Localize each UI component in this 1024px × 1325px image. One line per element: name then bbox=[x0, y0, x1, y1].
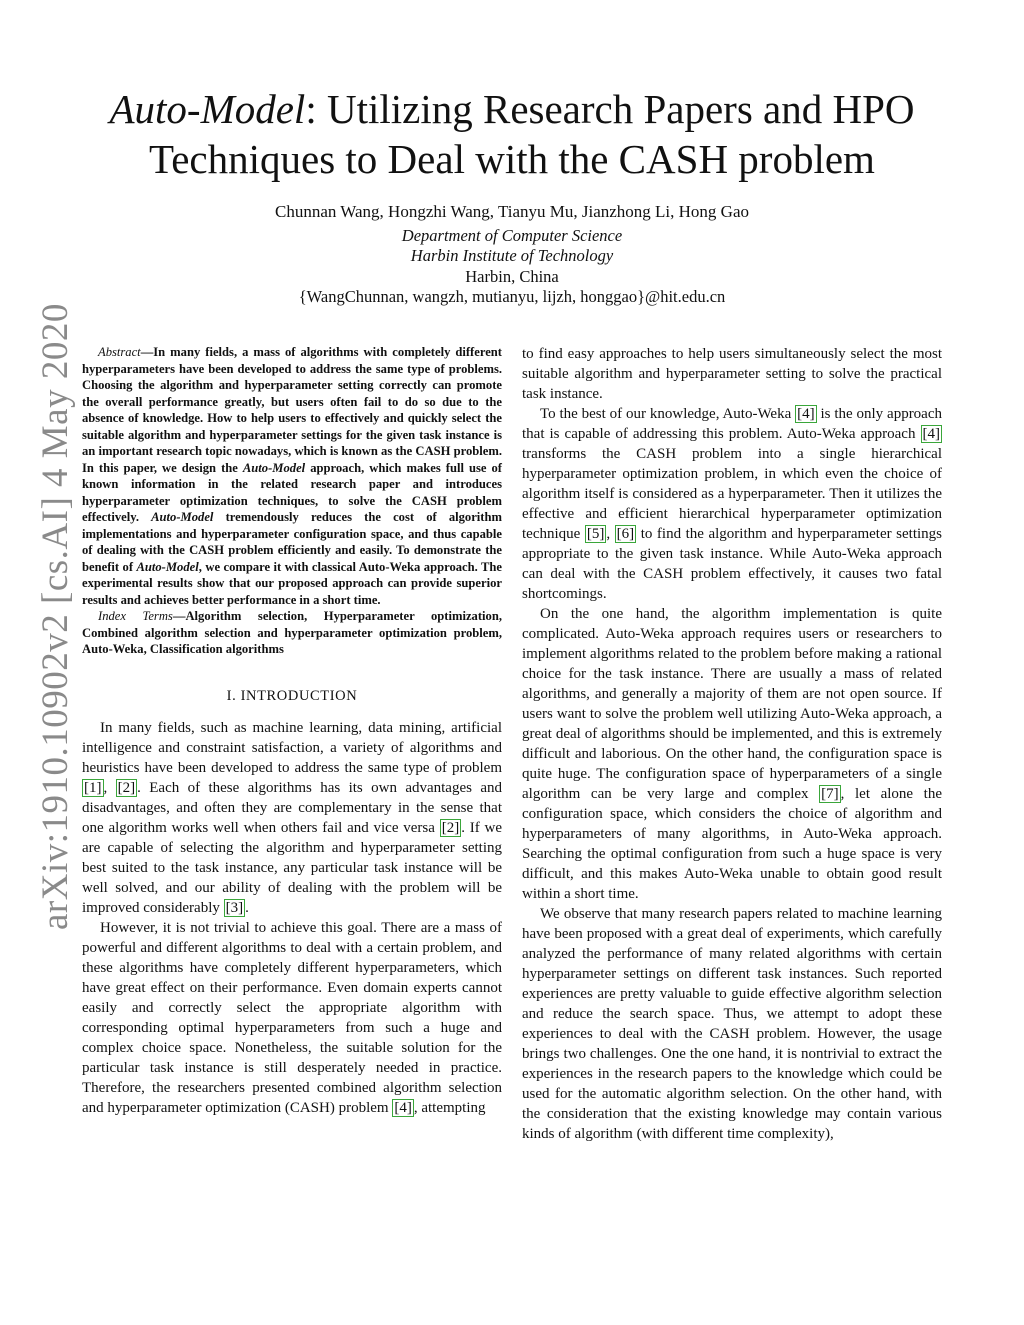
abstract-auto-model-3: Auto-Model bbox=[136, 559, 199, 574]
intro-paragraph-5: We observe that many research papers related to machine learning have been proposed with a great deal of experiments, which carefully analyzed the performance of many related algorithms with certain hyperparameter settings on different task instances. Such reported experiences are pretty valuable to guide effective algorithm selection and reduce the search space. Thus, we attempt to adopt these experiences to deal with the CASH problem. However, the usage brings two challenges. One the one hand, it is nontrivial to extract the experiences in the research papers to the knowledge which could be used for the automatic algorithm selection. On the other hand, with the consideration that the existing knowledge may contain various kinds of algorithm (with different time complexity), bbox=[522, 906, 942, 1142]
section-numeral: I. bbox=[226, 687, 241, 704]
citation-link[interactable]: [5] bbox=[586, 526, 605, 542]
abstract-auto-model-2: Auto-Model bbox=[151, 510, 214, 524]
abstract-label: Abstract bbox=[98, 345, 141, 359]
abstract-text-4: , we compare it with classical Auto-Weka approach. The experimental results show that our proposed approach can provide superior results and achieves better performance in a short time. bbox=[82, 559, 502, 607]
abstract-text-3: tremendously reduces the cost of algorithm implementations and hyperparameter configuration space, and thus capable of dealing with the CASH problem efficiently and easily. To demonstrate the benefit of bbox=[82, 510, 502, 574]
section-title-rest: NTRODUCTION bbox=[246, 687, 358, 704]
abstract-text-2: approach, which makes full use of known information in the related research paper and introduces hyperparameter optimization techniques, to solve the CASH problem effectively. bbox=[82, 460, 502, 524]
index-terms-text: —Algorithm selection, Hyperparameter optimization, Combined algorithm selection and hyperparameter optimization problem, Auto-Weka, Classification algorithms bbox=[82, 609, 502, 656]
author-block bbox=[90, 202, 934, 308]
author-emails: {WangChunnan, wangzh, mutianyu, lijzh, honggao}@hit.edu.cn bbox=[298, 287, 726, 306]
citation-link[interactable]: [2] bbox=[117, 779, 136, 796]
index-terms bbox=[82, 608, 502, 658]
paper-title bbox=[90, 84, 934, 184]
author-institute: Harbin Institute of Technology bbox=[410, 246, 614, 265]
author-department: Department of Computer Science bbox=[401, 225, 623, 245]
section-title-first: I bbox=[240, 687, 246, 704]
citation-link[interactable]: [6] bbox=[616, 526, 635, 542]
citation-link[interactable]: [1] bbox=[84, 779, 102, 796]
abstract-paragraph bbox=[82, 344, 502, 608]
citation-link[interactable]: [4] bbox=[394, 1099, 412, 1116]
author-names: Chunnan Wang, Hongzhi Wang, Tianyu Mu, Jianzhong Li, Hong Gao bbox=[274, 202, 750, 221]
intro-paragraph-2: However, it is not trivial to achieve this goal. There are a mass of powerful and different algorithms to deal with a certain problem, and these algorithms have completely different hyperparameters, which have great effect on their performance. Even domain experts cannot easily and correctly select the appropriate algorithm with corresponding optimal hyperparameters from such a huge and complex choice space. Nonetheless, the suitable solution for the particular task instance is still desperately needed in practice. Therefore, the researchers presented combined algorithm selection and hyperparameter optimization (CASH) problem [4] , attempting bbox=[82, 919, 502, 1116]
abstract-text-1: —In many fields, a mass of algorithms with completely different hyperparameters have been developed to address the same type of problems. Choosing the algorithm and hyperparameter setting correctly can promote the overall performance greatly, but users often fail to do so due to the absence of knowledge. How to help users to effectively and quickly select the suitable algorithm and hyperparameter settings for the given task instance is an important research topic nowadays, which is known as the CASH problem. In this paper, we design the bbox=[82, 345, 502, 475]
citation-link[interactable]: [2] bbox=[441, 819, 460, 836]
title-italic-part: Auto-Model bbox=[109, 86, 306, 132]
abstract bbox=[82, 344, 502, 658]
citation-link[interactable]: [7] bbox=[821, 786, 839, 802]
title-line1-rest: : Utilizing Research Papers and HPO bbox=[305, 86, 915, 132]
intro-paragraph-continued: to find easy approaches to help users simultaneously select the most suitable algorithm and hyperparameter setting to solve the practical task instance. bbox=[522, 346, 942, 402]
citation-link[interactable]: [4] bbox=[797, 406, 815, 422]
title-line2: Techniques to Deal with the CASH problem bbox=[149, 136, 875, 182]
right-column bbox=[522, 344, 942, 1144]
author-city: Harbin, China bbox=[465, 266, 559, 286]
arxiv-identifier-text: arXiv:1910.10902v2 [cs.AI] 4 May 2020 bbox=[35, 303, 76, 930]
index-terms-label: Index Terms bbox=[98, 609, 173, 623]
citation-link[interactable]: [3] bbox=[225, 899, 244, 916]
intro-paragraph-4: On the one hand, the algorithm implementation is quite complicated. Auto-Weka approach requires users or researchers to implement algorithms related to the problem before making a rational choice for the task instance. There are usually a mass of related algorithms, and generally a majority of them are not open source. If users want to solve the problem well utilizing Auto-Weka approach, a great deal of algorithms should be implemented, and this is extremely difficult and laborious. On the other hand, the configuration space is quite huge. The configuration space of hyperparameters of a single algorithm can be very large and complex [7] , let alone the configuration space, which considers the choice of algorithm and hyperparameters of many algorithms, in Auto-Weka approach. Searching the optimal configuration from such a huge space is very difficult, and this makes Auto-Weka unable to obtain good result within a short time. bbox=[522, 606, 942, 902]
section-heading-introduction bbox=[82, 686, 502, 706]
abstract-auto-model-1: Auto-Model bbox=[242, 460, 306, 475]
intro-paragraph-3: To the best of our knowledge, Auto-Weka [4] is the only approach that is capable of addressing this problem. Auto-Weka approach [4] transforms the CASH problem into a single hierarchical hyperparameter optimization problem, in which even the choice of algorithm itself is considered as a hyperparameter. Then it utilizes the effective and efficient hierarchical hyperparameter optimization technique [5] , [6] to find the algorithm and hyperparameter settings appropriate to the given task instance. While Auto-Weka approach can deal with the CASH problem effectively, it causes two fatal shortcomings. bbox=[522, 406, 943, 602]
citation-link[interactable]: [4] bbox=[922, 426, 940, 442]
left-column bbox=[82, 344, 502, 1118]
intro-paragraph-1: In many fields, such as machine learning, data mining, artificial intelligence and constraint satisfaction, a variety of algorithms and heuristics have been developed to address the same type of problem [1] , [2] . Each of these algorithms has its own advantages and disadvantages, and often they are complementary in the sense that one algorithm works well when others fail and vice versa [2] . If we are capable of selecting the algorithm and hyperparameter setting best suited to the task instance, any particular task instance will be well solved, and our ability of dealing with the problem will be improved considerably [3] . bbox=[82, 719, 502, 916]
